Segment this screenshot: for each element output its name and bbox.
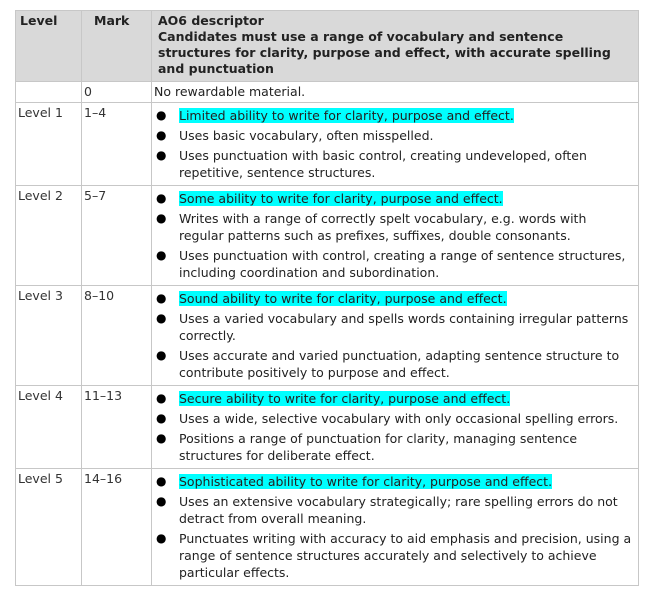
mark-cell: 5–7: [82, 186, 152, 286]
descriptor-list: [154, 390, 635, 464]
bullet-icon: ●: [156, 474, 167, 488]
descriptor-text: Uses a varied vocabulary and spells words containing irregular patterns correctly.: [179, 311, 629, 343]
descriptor-item: [154, 390, 635, 407]
bullet-icon: ●: [156, 311, 167, 325]
descriptor-cell: [152, 103, 639, 186]
descriptor-text: Writes with a range of correctly spelt vocabulary, e.g. words with regular patterns such as prefixes, suffixes, double consonants.: [179, 211, 587, 243]
descriptor-item: [154, 410, 635, 427]
level-cell: Level 1: [16, 103, 82, 186]
descriptor-cell: [152, 186, 639, 286]
bullet-icon: ●: [156, 191, 167, 205]
descriptor-item: [154, 347, 635, 381]
descriptor-item: [154, 493, 635, 527]
descriptor-item: [154, 473, 635, 490]
zero-mark-row: [16, 82, 639, 103]
descriptor-text: Punctuates writing with accuracy to aid emphasis and precision, using a range of sentence structures accurately and selectively to achieve particular effects.: [179, 531, 632, 580]
descriptor-text: Uses basic vocabulary, often misspelled.: [179, 128, 434, 143]
descriptor-cell: [152, 286, 639, 386]
descriptor-list: [154, 473, 635, 581]
level-row: [16, 186, 639, 286]
descriptor-cell: [152, 386, 639, 469]
descriptor-item: [154, 190, 635, 207]
mark-cell: 1–4: [82, 103, 152, 186]
mark-cell: 14–16: [82, 469, 152, 586]
bullet-icon: ●: [156, 531, 167, 545]
highlighted-text: Limited ability to write for clarity, purpose and effect.: [179, 108, 514, 123]
level-row: [16, 469, 639, 586]
descriptor-item: [154, 210, 635, 244]
highlighted-text: Sophisticated ability to write for clarity, purpose and effect.: [179, 474, 553, 489]
mark-cell: 8–10: [82, 286, 152, 386]
descriptor-item: [154, 430, 635, 464]
header-level: Level: [16, 11, 82, 82]
ao6-rubric-table: [15, 10, 639, 586]
highlighted-text: Secure ability to write for clarity, purpose and effect.: [179, 391, 511, 406]
mark-cell: 11–13: [82, 386, 152, 469]
level-cell: Level 2: [16, 186, 82, 286]
descriptor-item: [154, 247, 635, 281]
descriptor-subtitle: Candidates must use a range of vocabulary and sentence structures for clarity, purpose and effect, with accurate spelling and punctuation: [158, 29, 611, 76]
bullet-icon: ●: [156, 108, 167, 122]
level-row: [16, 386, 639, 469]
descriptor-item: [154, 290, 635, 307]
level-cell: Level 4: [16, 386, 82, 469]
bullet-icon: ●: [156, 431, 167, 445]
header-descriptor: [152, 11, 639, 82]
descriptor-text: Uses a wide, selective vocabulary with only occasional spelling errors.: [179, 411, 619, 426]
descriptor-item: [154, 530, 635, 581]
descriptor-text: Uses punctuation with basic control, creating undeveloped, often repetitive, sentence structures.: [179, 148, 587, 180]
bullet-icon: ●: [156, 411, 167, 425]
descriptor-text: Uses accurate and varied punctuation, adapting sentence structure to contribute positively to purpose and effect.: [179, 348, 620, 380]
level-row: [16, 103, 639, 186]
descriptor-list: [154, 290, 635, 381]
descriptor-title: AO6 descriptor: [158, 13, 264, 28]
bullet-icon: ●: [156, 494, 167, 508]
descriptor-text: Positions a range of punctuation for clarity, managing sentence structures for deliberate effect.: [179, 431, 578, 463]
descriptor-text: Uses an extensive vocabulary strategically; rare spelling errors do not detract from overall meaning.: [179, 494, 618, 526]
descriptor-item: [154, 127, 635, 144]
bullet-icon: ●: [156, 391, 167, 405]
descriptor-text: Uses punctuation with control, creating a range of sentence structures, including coordination and subordination.: [179, 248, 626, 280]
bullet-icon: ●: [156, 348, 167, 362]
descriptor-item: [154, 147, 635, 181]
descriptor-list: [154, 190, 635, 281]
rubric-container: [15, 10, 638, 586]
no-reward-text: No rewardable material.: [154, 84, 306, 99]
descriptor-cell: [152, 82, 639, 103]
descriptor-item: [154, 310, 635, 344]
bullet-icon: ●: [156, 128, 167, 142]
bullet-icon: ●: [156, 148, 167, 162]
header-row: [16, 11, 639, 82]
mark-cell: 0: [82, 82, 152, 103]
header-mark: Mark: [82, 11, 152, 82]
bullet-icon: ●: [156, 211, 167, 225]
descriptor-cell: [152, 469, 639, 586]
highlighted-text: Sound ability to write for clarity, purpose and effect.: [179, 291, 507, 306]
descriptor-item: [154, 107, 635, 124]
descriptor-list: [154, 107, 635, 181]
level-cell: [16, 82, 82, 103]
highlighted-text: Some ability to write for clarity, purpose and effect.: [179, 191, 503, 206]
bullet-icon: ●: [156, 248, 167, 262]
bullet-icon: ●: [156, 291, 167, 305]
level-row: [16, 286, 639, 386]
level-cell: Level 3: [16, 286, 82, 386]
level-cell: Level 5: [16, 469, 82, 586]
